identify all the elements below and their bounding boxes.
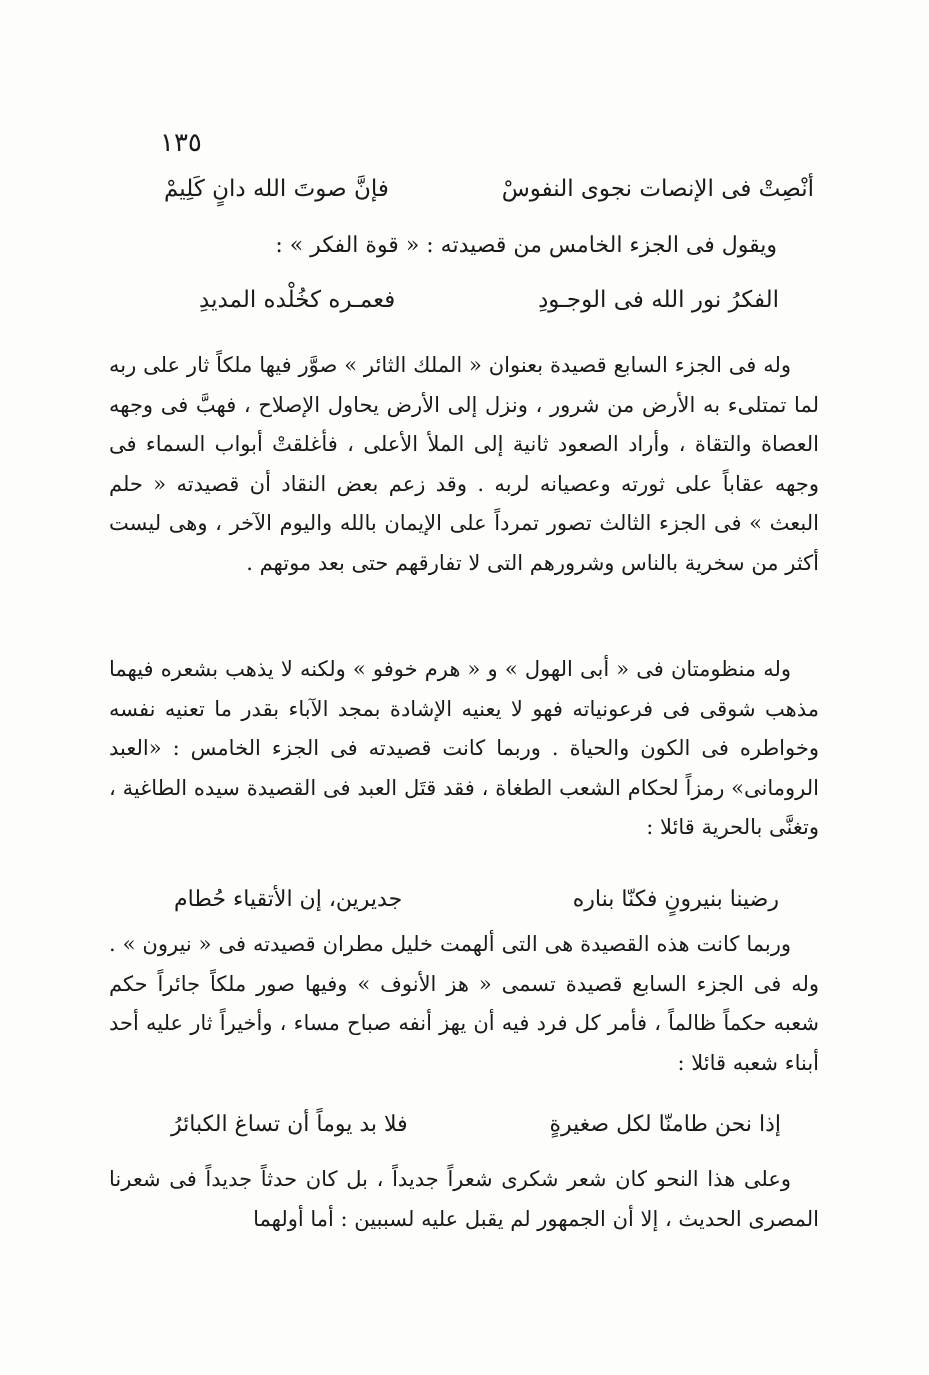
paragraph-4: وعلى هذا النحو كان شعر شكرى شعراً جديداً ، بل كان حدثاً جديداً فى شعرنا المصرى الحديث ، إلا أن الجمهور لم يقبل عليه لسببين : أما أولهما: [109, 1167, 819, 1231]
verse-1-first-hemistich: أنْصِتْ فى الإنصات نجوى النفوسْ: [501, 176, 814, 202]
verse-2-first-hemistich: الفكرُ نور الله فى الوجـودِ: [538, 287, 779, 313]
poem-verse-1: [164, 169, 814, 209]
paragraph-2: وله منظومتان فى « أبى الهول » و « هرم خوفو » ولكنه لا يذهب بشعره فيهما مذهب شوقى فى فرعونياته فهو لا يعنيه الإشادة بمجد الآباء بقدر ما تعنيه نفسه وخواطره فى الكون والحياة . وربما كانت قصيدته فى الجزء الخامس : «العبد الرومانى» رمزاً لحكام الشعب الطغاة ، فقد قتَل العبد فى القصيدة سيده الطاغية ، وتغنَّى بالحرية قائلا :: [109, 657, 819, 839]
verse-3-second-hemistich: جديرين، إن الأتقياء حُطام: [174, 887, 403, 912]
intro-line: ويقول فى الجزء الخامس من قصيدته : « قوة الفكر » :: [275, 233, 777, 258]
verse-1-second-hemistich: فإنَّ صوتَ الله دانٍ كَلِيمْ: [164, 176, 389, 202]
verse-2-second-hemistich: فعمـره كخُلْده المديدِ: [199, 287, 396, 313]
poem-verse-4: [171, 1105, 781, 1145]
paragraph-3: وربما كانت هذه القصيدة هى التى ألهمت خليل مطران قصيدته فى « نيرون » . وله فى الجزء السابع قصيدة تسمى « هز الأنوف » وفيها صور ملكاً جائراً حكم شعبه حكماً ظالماً ، فأمر كل فرد فيه أن يهز أنفه صباح مساء ، وأخيراً ثار عليه أحد أبناء شعبه قائلا :: [109, 932, 819, 1075]
verse-4-second-hemistich: فلا بد يوماً أن تساغ الكبائرُ: [171, 1112, 408, 1137]
poem-verse-3: [174, 880, 779, 920]
verse-3-first-hemistich: رضينا بنيرونٍ فكنّا بناره: [572, 887, 779, 912]
paragraph-1: وله فى الجزء السابع قصيدة بعنوان « الملك الثائر » صوَّر فيها ملكاً ثار على ربه لما تمتلىء به الأرض من شرور ، ونزل إلى الأرض يحاول الإصلاح ، فهبَّ فى وجهه العصاة والتقاة ، وأراد الصعود ثانية إلى الملأ الأعلى ، فأغلقتْ أبواب السماء فى وجهه عقاباً على ثورته وعصيانه لربه . وقد زعم بعض النقاد أن قصيدته « حلم البعث » فى الجزء الثالث تصور تمرداً على الإيمان بالله واليوم الآخر ، وهى ليست أكثر من سخرية بالناس وشرورهم التى لا تفارقهم حتى بعد موتهم .: [109, 353, 819, 575]
page-number: ١٣٥: [160, 128, 202, 158]
poem-verse-2: [199, 280, 779, 320]
verse-4-first-hemistich: إذا نحن طامنّا لكل صغيرةٍ: [549, 1112, 781, 1137]
